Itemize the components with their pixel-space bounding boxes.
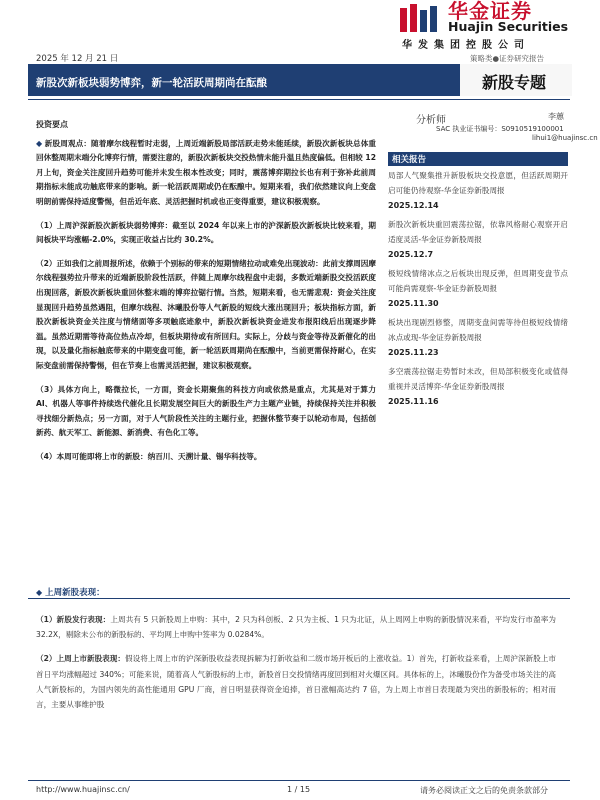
bullet-icon: ◆	[36, 138, 43, 148]
weekly-view-label: 新股周观点：随着摩尔线程暂时走弱，	[44, 138, 176, 148]
listing-label: （2）上周上市新股表现：	[36, 654, 126, 664]
analyst-label: 分析师	[416, 115, 446, 126]
section-title: 投资要点	[36, 120, 68, 129]
weekly-view-text: 上周近端新股局部活跃走势未能延续，新股次新板块总体重回休整周期末端分化博弈行情，需要注意的，新股次新板块交投热情未能升温且热度偏低。但相较 12 月上旬，资金关注度回升趋势可能并未发生根本性改变；同时，震荡博弈期拉长也有利于弥补此前周期指标未能成功触底带来的影响。新一轮活跃周期或仍在酝酿中。短期来看，我们依然建议向上变盘明朗前需保持适度警惕，但岳近年底、灵活把握时机或也正变得重要，建议积极观察。	[36, 138, 376, 206]
footer-website-link[interactable]: http://www.huajinsc.cn/	[36, 785, 130, 794]
listing-text: 假设将上周上市的沪深新股收益表现拆解为打新收益和二级市场开板后的上涨收益。1）首先，打新收益来看，上周沪深新股上市首日平均涨幅超过 340%；可能来说，随着高人气新股标的上市，新股首日交投情绪再度回到相对火爆区间。具体标的上，沐曦股份作为备受市场关注的高人气新股标的，为国内领先的高性能通用 GPU 厂商，首日明显获得资金追捧，首日涨幅高达约 7 倍，为上周上市首日表现最为突出的新股标的；相对而言，主要从事维护股	[36, 654, 556, 710]
analyst-certificate: SAC 执业证书编号：S0910519100001	[436, 125, 564, 133]
section-divider	[28, 598, 570, 599]
huajin-logo-icon	[398, 4, 442, 34]
market-performance-title: 上周新股表现：	[45, 588, 105, 598]
analyst-name: 李蕙	[548, 112, 564, 121]
related-report-date: 2025.12.7	[388, 250, 434, 259]
related-report-item[interactable]	[388, 364, 568, 410]
top-divider	[28, 99, 570, 100]
related-report-item[interactable]	[388, 266, 568, 312]
page-number: 1 / 15	[287, 785, 311, 794]
issuance-paragraph	[36, 612, 556, 642]
related-report-title: 局部人气聚集推升新股板块交投意愿，但活跃周期开启可能仍待观察-华金证券新股周报	[388, 171, 568, 195]
related-report-item[interactable]	[388, 168, 568, 214]
investment-highlights	[36, 118, 376, 464]
disclaimer-note: 请务必阅读正文之后的免责条款部分	[420, 786, 548, 795]
point-1: （1）上周沪深新股次新板块弱势博弈：截至以 2024 年以来上市的沪深新股次新板块比较来看，期间板块平均涨幅-2.0%，实现正收益占比约 30.2%。	[36, 220, 376, 245]
issuance-text: 上周共有 5 只新股周上申购：其中，2 只为科创板、2 只为主板、1 只为北证，从上周网上申购的新股情况来看，平均发行市盈率为 32.2X，剔除未公布的新股标的、平均网上申购中签率为 0.0284%。	[36, 615, 556, 640]
related-report-item[interactable]	[388, 315, 568, 361]
footer-divider	[28, 780, 570, 781]
related-report-title: 极短线情绪冰点之后板块出现反弹，但周期变盘节点可能尚需观察-华金证券新股周报	[388, 269, 568, 293]
logo-english-name: Huajin Securities	[448, 19, 569, 34]
analyst-email[interactable]: lihui1@huajinsc.cn	[532, 134, 598, 142]
point-2: （2）正如我们之前周报所述，依赖于个别标的带来的短期情绪拉动或难免出现波动：此前支撑周因摩尔线程强势拉升带来的近端新股阶段性活跃，伴随上周摩尔线程盘中走弱，多数近端新股交投活跃度出现回落，新股次新板块重回休整末端的博弈拉锯行情。当然，短期来看，也无需悲观：资金关注度显现回升趋势虽然遇阻，但摩尔线程、沐曦股份等人气新股的短线大涨出现回升；板块指标方面，新股次新板块资金关注度与情绪面等多项触底迹象中，新股次新板块资金进发布报阳线后出现逐步降温。虽然近期需等待高位热点冷却，但板块期待或有所回归。实际上，分歧与资金等待及新催化的出现，以及量化指标触底带来的中期变盘可能，新一轮活跃周期尚在酝酿中，当前更需保持耐心，在实际变盘前需保持警惕，但在节奏上也需灵活把握，建议积极观察。	[36, 258, 376, 370]
report-category-tag: 策略类●证券研究报告	[470, 54, 545, 63]
related-report-date: 2025.12.14	[388, 201, 439, 210]
related-reports-list	[388, 168, 568, 413]
market-performance-body	[36, 612, 556, 712]
report-type: 新股专题	[481, 73, 546, 92]
issuance-label: （1）新股发行表现：	[36, 615, 111, 624]
related-report-date: 2025.11.30	[388, 299, 439, 308]
listing-paragraph	[36, 651, 556, 712]
related-report-title: 多空震荡拉锯走势暂时未改，但局部积极变化或值得重视并灵活博弈-华金证券新股周报	[388, 367, 568, 391]
bullet-icon: ◆	[36, 588, 43, 597]
report-title: 新股次新板块弱势博弈，新一轮活跃周期尚在酝酿	[36, 77, 267, 89]
related-report-title: 板块出现剧烈修整，周期变盘间需等待但极短线情绪冰点或现-华金证券新股周报	[388, 318, 568, 342]
company-full-name: 华发集团控股公司	[402, 40, 530, 51]
weekly-view-paragraph	[36, 137, 376, 210]
related-report-title: 新股次新板块重回震荡拉锯，依靠风格耐心观察开启适度灵活-华金证券新股周报	[388, 220, 568, 244]
point-4: （4）本周可能即将上市的新股：纳百川、天溯计量、锡华科技等。	[36, 451, 262, 461]
logo-chinese-name: 华金证券	[448, 0, 532, 23]
related-report-date: 2025.11.23	[388, 348, 439, 357]
related-reports-heading: 相关报告	[392, 155, 427, 165]
report-date: 2025 年 12 月 21 日	[36, 54, 119, 64]
market-performance-heading	[36, 586, 105, 598]
related-report-item[interactable]	[388, 217, 568, 263]
related-report-date: 2025.11.16	[388, 397, 439, 406]
point-3: （3）具体方向上，略微拉长，一方面，资金长期聚焦的科技方向或依然是重点，尤其是对于算力 AI、机器人等事件持续迭代催化且长期发展空间巨大的新股生产力主题产业链，持续保持关注并积极寻找细分新热点；另一方面，对于人气阶段性关注的主题行业，把握休整节奏于以轮动布局，包括创新药、航天军工、新能源、新消费、有色化工等。	[36, 384, 376, 438]
